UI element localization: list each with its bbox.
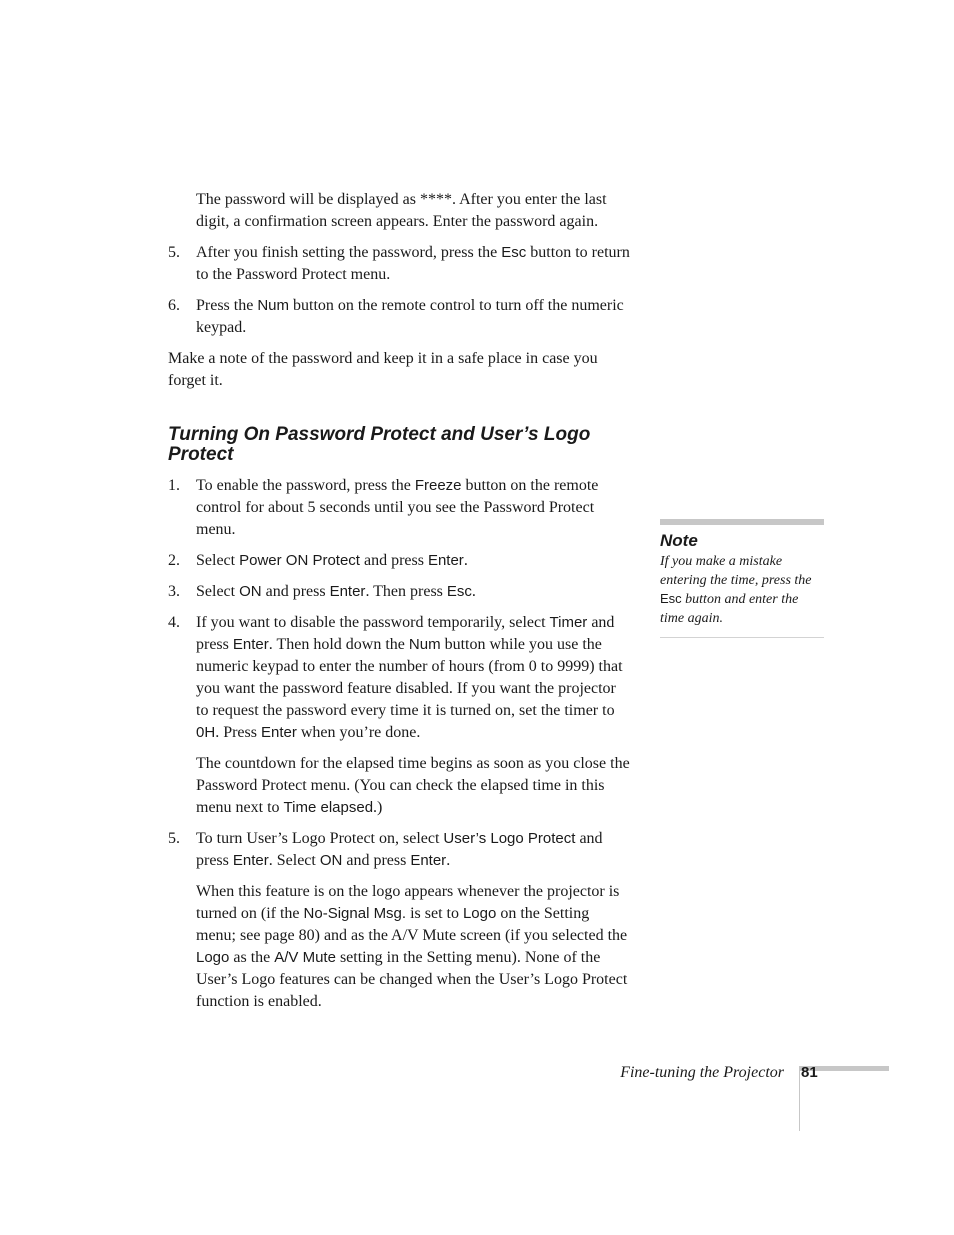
list-item-step-3 bbox=[168, 581, 630, 603]
text-run: After you finish setting the password, press the bbox=[196, 244, 502, 261]
text-run: The password will be displayed as ****. After you enter the last digit, a confirmation screen appears. Enter the password again. bbox=[196, 191, 607, 230]
step-number: 1. bbox=[168, 477, 180, 494]
text-run: setting in the Setting menu). None of the User’s Logo features can be changed when the User’s Logo Protect function is enabled. bbox=[196, 949, 628, 1010]
page-number: 81 bbox=[801, 1064, 818, 1081]
ui-term: ON bbox=[319, 852, 343, 869]
list-item-step-2 bbox=[168, 550, 630, 572]
text-run: The countdown for the elapsed time begins as soon as you close the Password Protect menu. (You can check the elapsed time in this menu next to bbox=[196, 755, 630, 816]
text-run: button while you use the numeric keypad to enter the number of hours (from 0 to 9999) that you want the password feature disabled. If you want the projector to request the password every time it is turned on, set the timer to bbox=[196, 636, 623, 719]
text-run: is set to bbox=[406, 905, 463, 922]
ui-term: Num bbox=[408, 636, 441, 653]
text-run: as the bbox=[229, 949, 275, 966]
ui-term: ON bbox=[239, 583, 262, 600]
ui-term: Timer bbox=[549, 614, 588, 631]
ui-term: Enter bbox=[232, 852, 269, 869]
step-text bbox=[196, 830, 603, 869]
text-run: when you’re done. bbox=[296, 724, 421, 741]
step-number: 6. bbox=[168, 297, 180, 314]
text-run: When this feature is on the logo appears whenever the projector is turned on (if the bbox=[196, 883, 620, 922]
text-run: Select bbox=[196, 583, 240, 600]
text-run: button and enter the time again. bbox=[660, 592, 799, 626]
paragraph-confirmation bbox=[196, 189, 630, 233]
section-heading: Turning On Password Protect and User’s Logo Protect bbox=[168, 424, 591, 465]
text-run: button to return to the Password Protect menu. bbox=[196, 244, 630, 283]
ui-term: Logo bbox=[462, 905, 497, 922]
ui-term: No-Signal Msg. bbox=[303, 905, 407, 922]
text-run: Select bbox=[196, 552, 240, 569]
text-run: . Select bbox=[268, 852, 320, 869]
step-text bbox=[196, 552, 468, 569]
ui-term: Enter bbox=[427, 552, 464, 569]
footer-chapter-title: Fine-tuning the Projector bbox=[620, 1064, 784, 1081]
step-number: 4. bbox=[168, 614, 180, 631]
text-run: on the Setting menu; see page 80) and as the A/V Mute screen (if you selected the bbox=[196, 905, 628, 944]
step-number: 3. bbox=[168, 583, 180, 600]
ui-term: User’s Logo Protect bbox=[443, 830, 576, 847]
ui-term: Time elapsed bbox=[283, 799, 374, 816]
text-run: . bbox=[446, 852, 451, 869]
ui-term: Esc bbox=[660, 591, 682, 606]
step-number: 5. bbox=[168, 244, 180, 261]
text-run: and press bbox=[196, 614, 615, 653]
list-item-step-1 bbox=[168, 475, 630, 541]
ui-term: 0H bbox=[196, 724, 216, 741]
ui-term: Num bbox=[257, 297, 289, 314]
note-title: Note bbox=[660, 531, 698, 550]
text-run: . Press bbox=[215, 724, 261, 741]
ui-term: Esc bbox=[446, 583, 472, 600]
main-content bbox=[168, 189, 630, 1013]
note-text bbox=[660, 553, 824, 628]
ui-term: Logo bbox=[196, 949, 230, 966]
list-item-step-5 bbox=[168, 242, 630, 286]
sidebar-note bbox=[660, 519, 824, 638]
text-run: . bbox=[471, 583, 476, 600]
footer-divider bbox=[799, 1066, 800, 1131]
text-run: and press bbox=[342, 852, 411, 869]
text-run: To turn User’s Logo Protect on, select bbox=[196, 830, 444, 847]
text-run: Press the bbox=[196, 297, 258, 314]
text-run: . Then hold down the bbox=[268, 636, 409, 653]
text-run: If you make a mistake entering the time, press the bbox=[660, 554, 812, 588]
text-run: button on the remote control to turn off the numeric keypad. bbox=[196, 297, 624, 336]
ui-term: Enter bbox=[232, 636, 269, 653]
list-item-step-5-logo bbox=[168, 828, 630, 872]
text-run: button on the remote control for about 5 seconds until you see the Password Protect menu. bbox=[196, 477, 599, 538]
ui-term: Esc bbox=[501, 244, 527, 261]
text-run: and press bbox=[261, 583, 330, 600]
text-run: and press bbox=[359, 552, 428, 569]
text-run: . bbox=[463, 552, 468, 569]
step-text bbox=[196, 297, 624, 336]
text-run: .) bbox=[373, 799, 383, 816]
ui-term: Power ON Protect bbox=[239, 552, 360, 569]
step-number: 5. bbox=[168, 830, 180, 847]
list-item-step-6 bbox=[168, 295, 630, 339]
paragraph-logo-feature bbox=[196, 881, 630, 1013]
step-number: 2. bbox=[168, 552, 180, 569]
ui-term: Enter bbox=[260, 724, 297, 741]
step-text bbox=[196, 477, 598, 538]
text-run: If you want to disable the password temporarily, select bbox=[196, 614, 550, 631]
paragraph-countdown bbox=[196, 753, 630, 819]
step-text bbox=[196, 614, 623, 741]
step-text bbox=[196, 244, 630, 283]
list-item-step-4 bbox=[168, 612, 630, 744]
step-text bbox=[196, 583, 476, 600]
ui-term: Enter bbox=[329, 583, 366, 600]
text-run: and press bbox=[196, 830, 603, 869]
paragraph-keep-note: Make a note of the password and keep it in a safe place in case you forget it. bbox=[168, 350, 598, 389]
text-run: To enable the password, press the bbox=[196, 477, 415, 494]
ui-term: Enter bbox=[410, 852, 447, 869]
text-run: . Then press bbox=[365, 583, 447, 600]
ui-term: A/V Mute bbox=[274, 949, 336, 966]
ui-term: Freeze bbox=[414, 477, 462, 494]
